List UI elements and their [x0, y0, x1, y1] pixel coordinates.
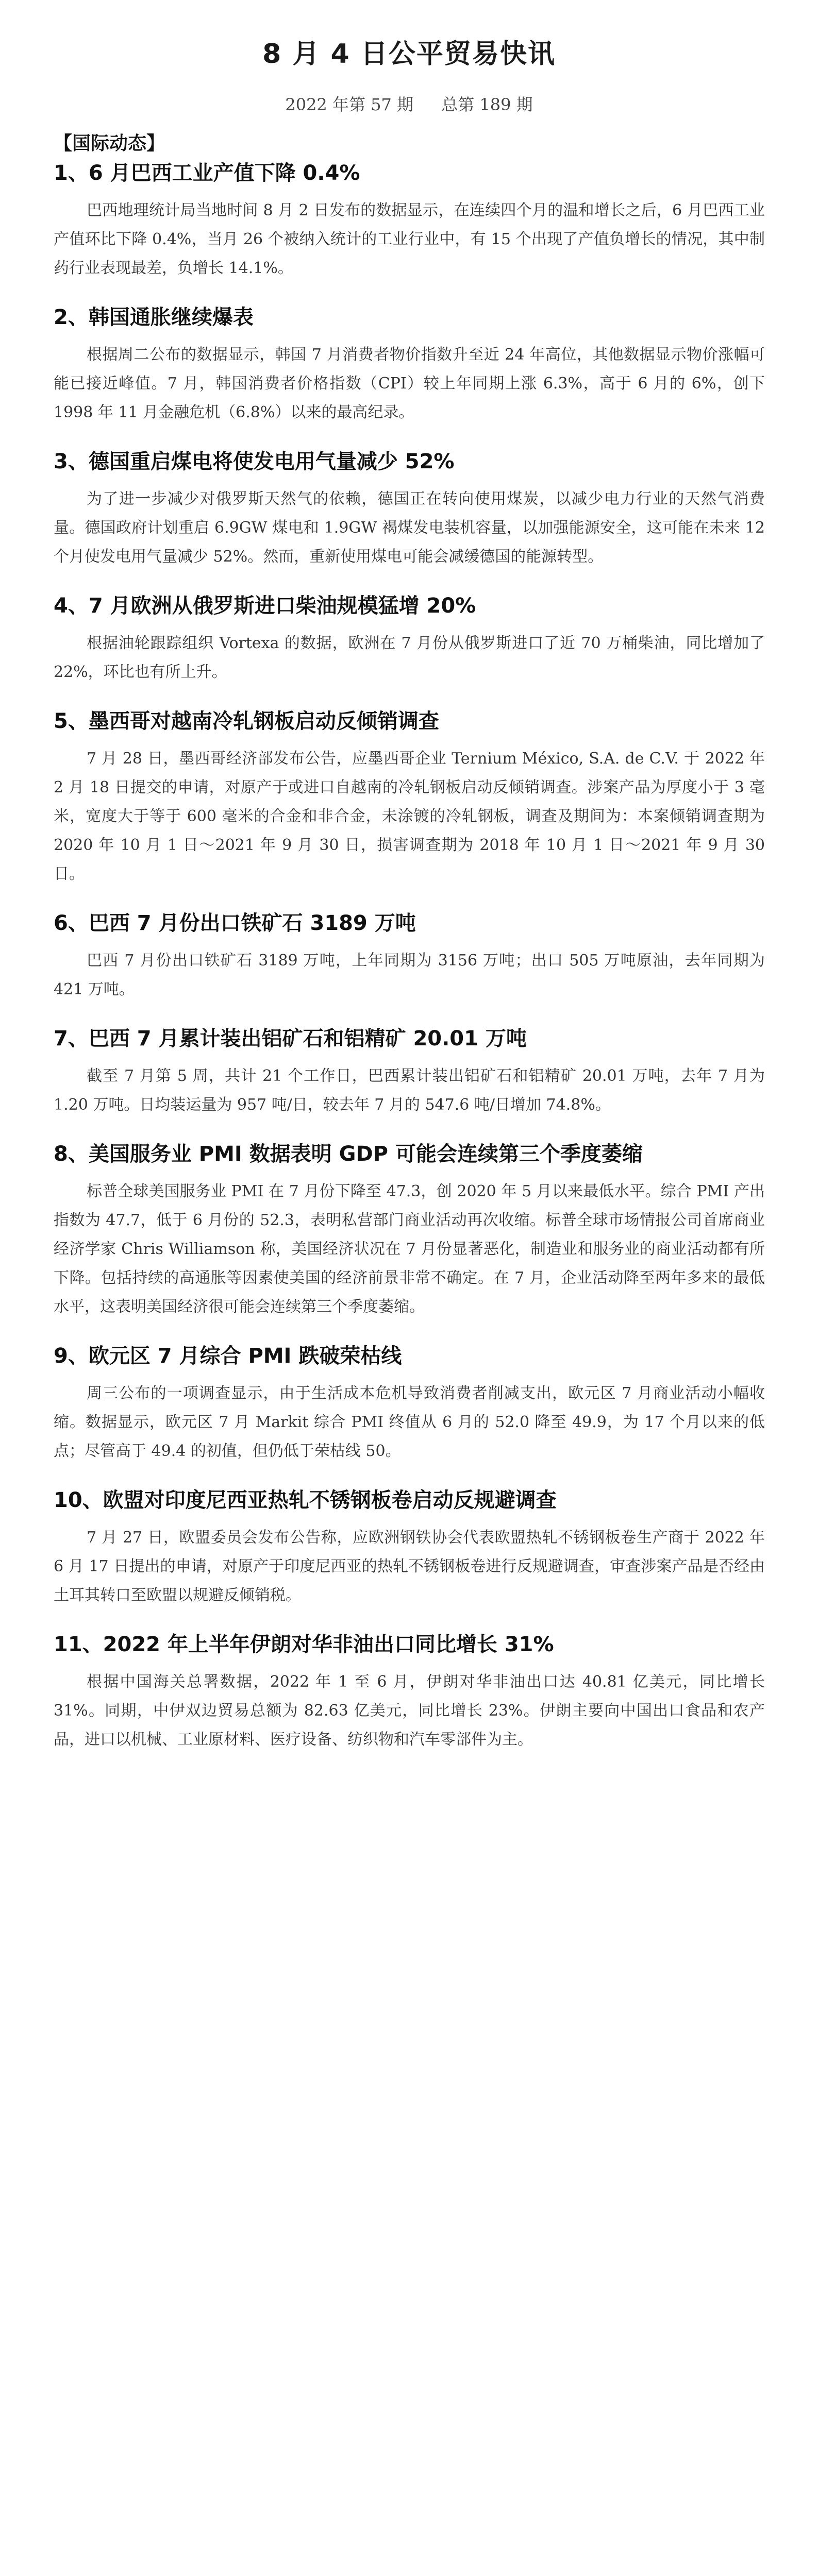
newsletter-title: 8 月 4 日公平贸易快讯	[262, 39, 556, 70]
intl-item-8	[54, 1140, 765, 1321]
intl-item-11	[54, 1631, 765, 1754]
intl-item-4-body: 根据油轮跟踪组织 Vortexa 的数据，欧洲在 7 月份从俄罗斯进口了近 70 万桶柴油，同比增加了 22%，环比也有所上升。	[54, 634, 765, 681]
intl-item-10-body: 7 月 27 日，欧盟委员会发布公告称，应欧洲钢铁协会代表欧盟热轧不锈钢板卷生产商于 2022 年 6 月 17 日提出的申请，对原产于印度尼西亚的热轧不锈钢板卷进行反规避调查，审查涉案产品是否经由土耳其转口至欧盟以规避反倾销税。	[54, 1529, 765, 1604]
total-issue: 总第 189 期	[441, 95, 533, 114]
year-issue: 2022 年第 57 期	[285, 95, 414, 114]
intl-item-8-body: 标普全球美国服务业 PMI 在 7 月份下降至 47.3，创 2020 年 5 月以来最低水平。综合 PMI 产出指数为 47.7，低于 6 月份的 52.3，表明私营部门商业活动再次收缩。标普全球市场情报公司首席商业经济学家 Chris Williamson 称，美国经济状况在 7 月份显著恶化，制造业和服务业的商业活动都有所下降。包括持续的高通胀等因素使美国的经济前景非常不确定。在 7 月，企业活动降至两年多来的最低水平，这表明美国经济很可能会连续第三个季度萎缩。	[54, 1182, 765, 1316]
intl-item-4	[54, 592, 765, 687]
intl-item-3-title: 3、德国重启煤电将使发电用气量减少 52%	[54, 450, 455, 473]
international-tag: 【国际动态】	[54, 132, 165, 154]
intl-item-10-title: 10、欧盟对印度尼西亚热轧不锈钢板卷启动反规避调查	[54, 1488, 557, 1512]
intl-item-8-title: 8、美国服务业 PMI 数据表明 GDP 可能会连续第三个季度萎缩	[54, 1142, 643, 1166]
intl-item-2-title: 2、韩国通胀继续爆表	[54, 306, 254, 329]
intl-item-3	[54, 448, 765, 571]
intl-item-7	[54, 1025, 765, 1120]
intl-item-5-title: 5、墨西哥对越南冷轧钢板启动反倾销调查	[54, 709, 439, 733]
intl-item-10	[54, 1486, 765, 1610]
intl-item-2-body: 根据周二公布的数据显示，韩国 7 月消费者物价指数升至近 24 年高位，其他数据显示物价涨幅可能已接近峰值。7 月，韩国消费者价格指数（CPI）较上年同期上涨 6.3%，高于 6 月的 6%，创下 1998 年 11 月金融危机（6.8%）以来的最高纪录。	[54, 346, 765, 421]
intl-item-7-title: 7、巴西 7 月累计装出铝矿石和铝精矿 20.01 万吨	[54, 1027, 527, 1050]
intl-item-9-title: 9、欧元区 7 月综合 PMI 跌破荣枯线	[54, 1344, 402, 1368]
intl-item-9	[54, 1342, 765, 1466]
intl-item-7-body: 截至 7 月第 5 周，共计 21 个工作日，巴西累计装出铝矿石和铝精矿 20.01 万吨，去年 7 月为 1.20 万吨。日均装运量为 957 吨/日，较去年 7 月的 547.6 吨/日增加 74.8%。	[54, 1067, 765, 1114]
intl-item-9-body: 周三公布的一项调查显示，由于生活成本危机导致消费者削减支出，欧元区 7 月商业活动小幅收缩。数据显示，欧元区 7 月 Markit 综合 PMI 终值从 6 月的 52.0 降至 49.9，为 17 个月以来的低点；尽管高于 49.4 的初值，但仍低于荣枯线 50。	[54, 1384, 765, 1460]
intl-item-5	[54, 707, 765, 889]
intl-item-1-body: 巴西地理统计局当地时间 8 月 2 日发布的数据显示，在连续四个月的温和增长之后，6 月巴西工业产值环比下降 0.4%，当月 26 个被纳入统计的工业行业中，有 15 个出现了产值负增长的情况，其中制药行业表现最差，负增长 14.1%。	[54, 201, 765, 277]
intl-item-1-title: 1、6 月巴西工业产值下降 0.4%	[54, 161, 360, 185]
issue-info	[0, 92, 818, 115]
intl-item-6	[54, 909, 765, 1004]
intl-item-11-title: 11、2022 年上半年伊朗对华非油出口同比增长 31%	[54, 1633, 554, 1656]
intl-item-1	[54, 159, 765, 283]
intl-item-2	[54, 303, 765, 427]
intl-item-11-body: 根据中国海关总署数据，2022 年 1 至 6 月，伊朗对华非油出口达 40.81 亿美元，同比增长 31%。同期，中伊双边贸易总额为 82.63 亿美元，同比增长 23%。伊朗主要向中国出口食品和农产品，进口以机械、工业原材料、医疗设备、纺织物和汽车零部件为主。	[54, 1673, 765, 1749]
international-section	[54, 129, 765, 1775]
intl-item-4-title: 4、7 月欧洲从俄罗斯进口柴油规模猛增 20%	[54, 594, 476, 618]
intl-item-6-title: 6、巴西 7 月份出口铁矿石 3189 万吨	[54, 911, 416, 935]
intl-item-3-body: 为了进一步减少对俄罗斯天然气的依赖，德国正在转向使用煤炭，以减少电力行业的天然气消费量。德国政府计划重启 6.9GW 煤电和 1.9GW 褐煤发电装机容量，以加强能源安全，这可能在未来 12 个月使发电用气量减少 52%。然而，重新使用煤电可能会减缓德国的能源转型。	[54, 490, 765, 566]
intl-item-6-body: 巴西 7 月份出口铁矿石 3189 万吨，上年同期为 3156 万吨；出口 505 万吨原油，去年同期为 421 万吨。	[54, 952, 765, 998]
intl-item-5-body: 7 月 28 日，墨西哥经济部发布公告，应墨西哥企业 Ternium México, S.A. de C.V. 于 2022 年 2 月 18 日提交的申请，对原产于或进口自越南的冷轧钢板启动反倾销调查。涉案产品为厚度小于 3 毫米，宽度大于等于 600 毫米的合金和非合金，未涂镀的冷轧钢板，调查及期间为：本案倾销调查期为 2020 年 10 月 1 日～2021 年 9 月 30 日，损害调查期为 2018 年 10 月 1 日～2021 年 9 月 30 日。	[54, 750, 765, 883]
